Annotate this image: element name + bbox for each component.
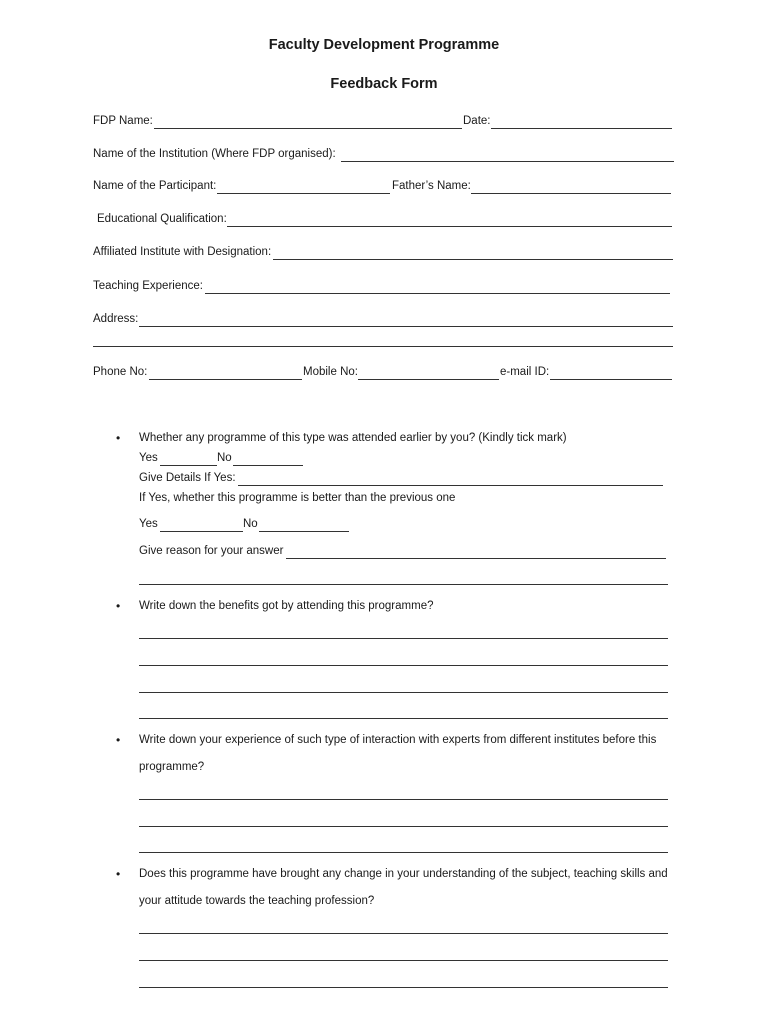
q1b-yes-label: Yes <box>139 518 158 530</box>
q2-answer-line-3[interactable] <box>139 692 668 693</box>
bullet-icon: • <box>116 733 121 747</box>
phone-label: Phone No: <box>93 366 148 378</box>
fdp-name-label: FDP Name: <box>93 115 153 127</box>
q1b-no-line[interactable] <box>259 531 349 532</box>
q1-no-label: No <box>217 452 232 464</box>
mobile-line[interactable] <box>358 379 499 380</box>
question-2: Write down the benefits got by attending this programme? <box>139 600 434 612</box>
qualification-label: Educational Qualification: <box>97 213 227 225</box>
q1-yes-label: Yes <box>139 452 158 464</box>
q2-answer-line-4[interactable] <box>139 718 668 719</box>
experience-label: Teaching Experience: <box>93 280 203 292</box>
institution-line[interactable] <box>341 161 674 162</box>
q3-answer-line-3[interactable] <box>139 852 668 853</box>
question-4-line-2: your attitude towards the teaching profession? <box>139 895 375 907</box>
phone-line[interactable] <box>149 379 302 380</box>
q1-details-line[interactable] <box>238 485 663 486</box>
address-line-1[interactable] <box>139 326 673 327</box>
q1-reason-label: Give reason for your answer <box>139 545 284 557</box>
participant-label: Name of the Participant: <box>93 180 217 192</box>
question-1: Whether any programme of this type was attended earlier by you? (Kindly tick mark) <box>139 432 567 444</box>
q1-details-label: Give Details If Yes: <box>139 472 236 484</box>
form-subtitle: Feedback Form <box>330 76 438 92</box>
bullet-icon: • <box>116 867 121 881</box>
institution-label: Name of the Institution (Where FDP organised): <box>93 148 336 160</box>
experience-line[interactable] <box>205 293 670 294</box>
date-line[interactable] <box>491 128 672 129</box>
q2-answer-line-1[interactable] <box>139 638 668 639</box>
fdp-name-line[interactable] <box>154 128 462 129</box>
q1-no-line[interactable] <box>233 465 303 466</box>
father-name-label: Father’s Name: <box>392 180 471 192</box>
question-3-line-1: Write down your experience of such type of interaction with experts from different institutes before this <box>139 734 657 746</box>
q4-answer-line-2[interactable] <box>139 960 668 961</box>
q4-answer-line-3[interactable] <box>139 987 668 988</box>
q1-reason-line[interactable] <box>286 558 666 559</box>
affiliated-line[interactable] <box>273 259 673 260</box>
q1-yes-line[interactable] <box>160 465 217 466</box>
question-4-line-1: Does this programme have brought any change in your understanding of the subject, teaching skills and <box>139 868 668 880</box>
q2-answer-line-2[interactable] <box>139 665 668 666</box>
affiliated-label: Affiliated Institute with Designation: <box>93 246 272 258</box>
address-label: Address: <box>93 313 139 325</box>
q1b-yes-line[interactable] <box>160 531 243 532</box>
question-3-line-2: programme? <box>139 761 205 773</box>
father-name-line[interactable] <box>471 193 671 194</box>
q3-answer-line-1[interactable] <box>139 799 668 800</box>
participant-line[interactable] <box>217 193 390 194</box>
email-label: e-mail ID: <box>500 366 550 378</box>
email-line[interactable] <box>550 379 672 380</box>
q3-answer-line-2[interactable] <box>139 826 668 827</box>
page-title: Faculty Development Programme <box>268 37 500 53</box>
q1b-no-label: No <box>243 518 258 530</box>
bullet-icon: • <box>116 599 121 613</box>
q1-answer-line[interactable] <box>139 584 668 585</box>
date-label: Date: <box>463 115 491 127</box>
address-line-2[interactable] <box>93 346 673 347</box>
q1-better-text: If Yes, whether this programme is better than the previous one <box>139 492 456 504</box>
qualification-line[interactable] <box>227 226 672 227</box>
q4-answer-line-1[interactable] <box>139 933 668 934</box>
mobile-label: Mobile No: <box>303 366 358 378</box>
bullet-icon: • <box>116 431 121 445</box>
